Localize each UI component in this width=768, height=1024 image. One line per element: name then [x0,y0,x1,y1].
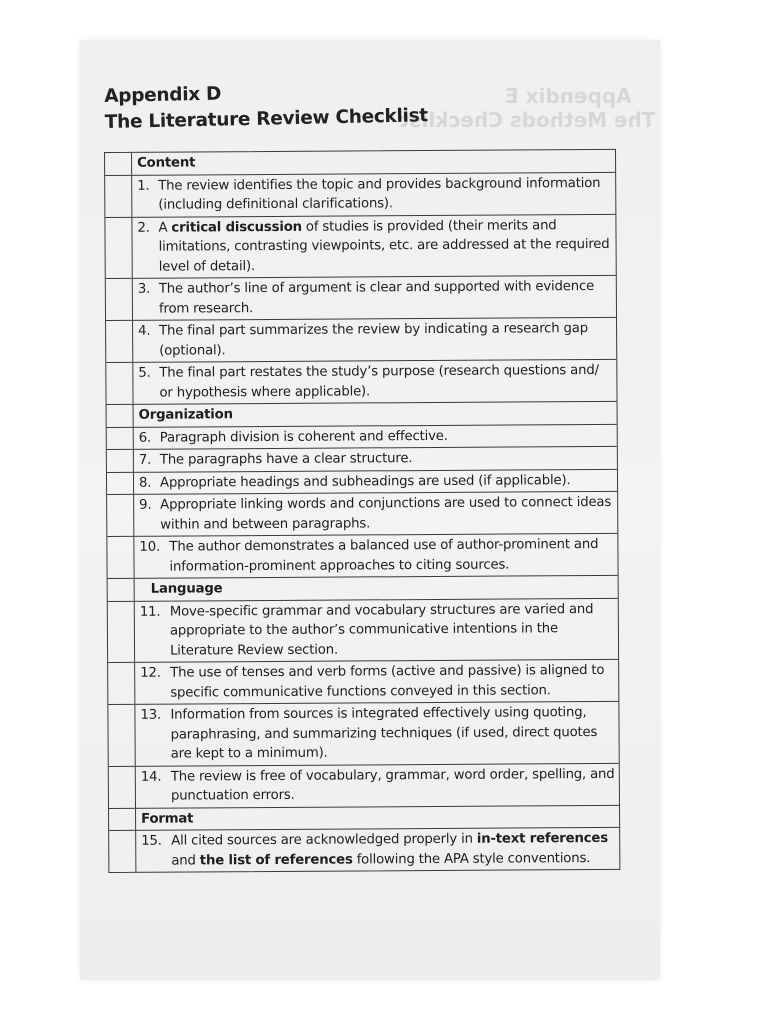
checklist-table [104,149,620,873]
page-heading [104,75,525,136]
check-cell [107,450,134,472]
item-text: Move-specific grammar and vocabulary structures are varied and appropriate to the author’s communicative intentions in the Literature Review section. [169,601,594,659]
check-cell [108,601,135,662]
item-text: The review identifies the topic and provides background information (including definitional clarifications). [158,175,601,213]
section-row-format [109,804,619,830]
item-number: 15. [141,833,162,849]
checklist-item [105,213,615,278]
section-heading: Organization [138,407,233,423]
item-number: 2. [137,220,150,236]
item-text: A critical discussion of studies is provided (their merits and limitations, contrasting viewpoints, etc. are addressed at the required level of detail). [158,217,610,275]
emphasis-text: the list of references [199,851,353,868]
checklist-item [107,491,617,536]
check-cell [107,537,134,578]
item-number: 14. [140,769,162,785]
item-text: Appropriate linking words and conjunctions are used to connect ideas within and between paragraphs. [160,494,612,533]
checklist-item [108,597,618,662]
check-cell [106,363,133,404]
check-cell [105,153,132,175]
item-number: 12. [140,665,161,681]
item-text: The author demonstrates a balanced use of author-prominent and information-prominent approaches to citing sources. [169,536,599,575]
checklist-item [107,423,617,449]
item-text: The review is free of vocabulary, grammar, word order, spelling, and punctuation errors. [170,766,615,804]
item-number: 11. [139,604,161,620]
item-text: The final part summarizes the review by indicating a research gap (optional). [159,321,589,359]
checklist-item [108,659,618,704]
item-number: 4. [138,323,151,339]
item-text: The paragraphs have a clear structure. [159,451,413,468]
bleed-through-text: Appendix E [505,84,632,108]
checklist-item [106,359,616,404]
check-cell [107,472,134,494]
section-heading: Content [137,155,196,171]
item-text: The author’s line of argument is clear and supported with evidence from research. [158,279,595,317]
check-cell [109,766,136,807]
check-cell [106,279,133,320]
section-heading: Language [150,581,223,597]
emphasis-text: critical discussion [171,219,302,236]
item-text: Information from sources is integrated effectively using quoting, paraphrasing, and summarizing techniques (if used, direct quotes are kept to a minimum). [170,705,598,762]
appendix-label: Appendix D [104,83,222,107]
item-number: 8. [138,475,152,491]
checklist-item [107,468,617,494]
check-cell [106,321,133,362]
page-title: The Literature Review Checklist [104,105,429,133]
item-text: The final part restates the study’s purpose (research questions and/ or hypothesis where applicable). [159,362,599,401]
bleed-through-text: The Methods Checklist [400,108,656,132]
checklist-item [108,701,618,766]
check-cell [109,808,136,830]
checklist-item [109,827,619,872]
item-text: All cited sources are acknowledged properly in in-text references and the list of references following the APA style conventions. [171,830,608,869]
item-number: 10. [139,539,161,555]
item-number: 5. [138,365,151,381]
section-heading: Format [141,810,194,827]
item-text: The use of tenses and verb forms (active and passive) is aligned to specific communicative functions conveyed in this section. [170,662,605,701]
item-number: 1. [137,178,150,194]
section-row-content [105,150,615,175]
check-cell [105,217,132,278]
check-cell [108,579,135,601]
section-row-language [108,575,618,601]
section-row-organization [107,401,617,427]
checklist-item [106,275,616,320]
checklist-item [109,762,619,807]
item-text: Paragraph division is coherent and effective. [159,428,448,446]
item-number: 3. [137,281,151,297]
emphasis-text: in-text references [476,830,608,847]
check-cell [107,405,134,427]
checklist-item [107,533,617,578]
check-cell [109,831,136,872]
checklist-item [106,317,616,362]
check-cell [107,427,134,449]
check-cell [107,495,134,536]
item-number: 6. [138,430,152,446]
check-cell [108,663,135,704]
item-number: 13. [140,707,162,723]
checklist-item [107,446,617,472]
item-number: 7. [138,452,152,468]
check-cell [105,175,132,216]
checklist-item [105,171,615,216]
check-cell [108,705,135,766]
item-number: 9. [139,497,152,513]
item-text: Appropriate headings and subheadings are used (if applicable). [159,472,571,491]
